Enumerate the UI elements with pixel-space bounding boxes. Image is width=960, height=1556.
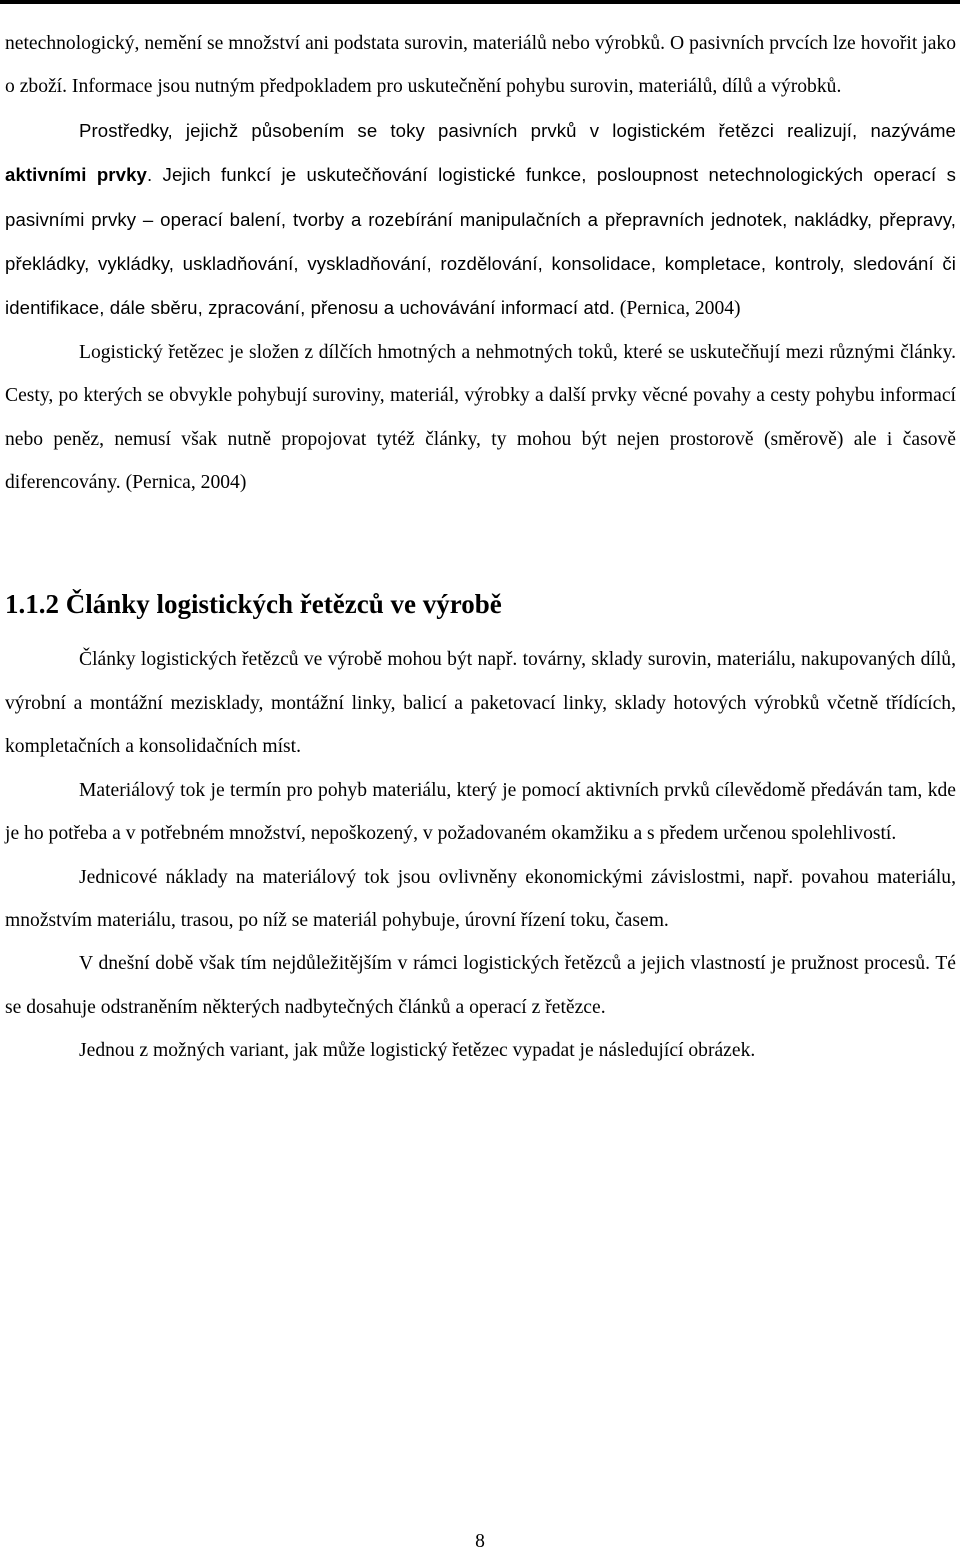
page-number: 8 — [475, 1531, 485, 1552]
term-active-elements: aktivními prvky — [5, 164, 147, 186]
top-border-line — [0, 0, 960, 4]
paragraph-flexibility: V dnešní době však tím nejdůležitějším v rámci logistických řetězců a jejich vlastností je pružnost procesů. Té se dosahuje odstraněním některých nadbytečných článků a operací z řetězce. — [5, 953, 956, 1018]
paragraph-unit-costs: Jednicové náklady na materiálový tok jsou ovlivněny ekonomickými závislostmi, např. povahou materiálu, množstvím materiálu, trasou, po níž se materiál pohybuje, úrovní řízení toku, časem. — [5, 866, 956, 931]
paragraph-logistic-chain: Logistický řetězec je složen z dílčích hmotných a nehmotných toků, které se uskutečňují mezi různými články. Cesty, po kterých se obvykle pohybují suroviny, materiál, výrobky a další prvky věcné povahy a cesty pohybu informací nebo peněz, nemusí však nutně propojovat tytéž články, ty mohou být nejen prostorově (směrově) ale i časově diferencovány. (Pernica, 2004) — [5, 341, 956, 494]
spacer — [5, 504, 956, 586]
paragraph-chain-links: Články logistických řetězců ve výrobě mohou být např. továrny, sklady surovin, materiálu, nakupovaných dílů, výrobní a montážní mezisklady, montážní linky, balicí a paketovací linky, sklady hotových výrobků včetně třídících, kompletačních a konsolidačních míst. — [5, 649, 956, 758]
page-content — [5, 22, 956, 1073]
paragraph-active-elements-start: Prostředky, jejichž působením se toky pasivních prvků v logistickém řetězci realizují, nazýváme — [79, 119, 956, 141]
citation-pernica: (Pernica, 2004) — [614, 298, 741, 320]
section-heading: 1.1.2 Články logistických řetězců ve výrobě — [5, 589, 502, 620]
paragraph-active-elements — [5, 109, 956, 331]
paragraph-material-flow: Materiálový tok je termín pro pohyb materiálu, který je pomocí aktivních prvků cílevědomě předáván tam, kde je ho potřeba a v potřebném množství, nepoškozený, v požadovaném okamžiku a s předem určenou spolehlivostí. — [5, 779, 956, 845]
paragraph-passive-elements: netechnologický, nemění se množství ani podstata surovin, materiálů nebo výrobků. O pasivních prvcích lze hovořit jako o zboží. Informace jsou nutným předpokladem pro uskutečnění pohybu surovin, materiálů, dílů a výrobků. — [5, 33, 956, 98]
paragraph-active-elements-body: . Jejich funkcí je uskutečňování logistické funkce, posloupnost netechnologických operací s pasivními prvky – operací balení, tvorby a rozebírání manipulačních a přepravních jednotek, nakládky, přepravy, překládky, vykládky, uskladňování, vyskladňování, rozdělování, konsolidace, kompletace, kontroly, sledování či identifikace, dále sběru, zpracování, přenosu a uchovávání informací atd. — [5, 164, 956, 319]
paragraph-figure-intro: Jednou z možných variant, jak může logistický řetězec vypadat je následující obrázek. — [79, 1040, 756, 1062]
